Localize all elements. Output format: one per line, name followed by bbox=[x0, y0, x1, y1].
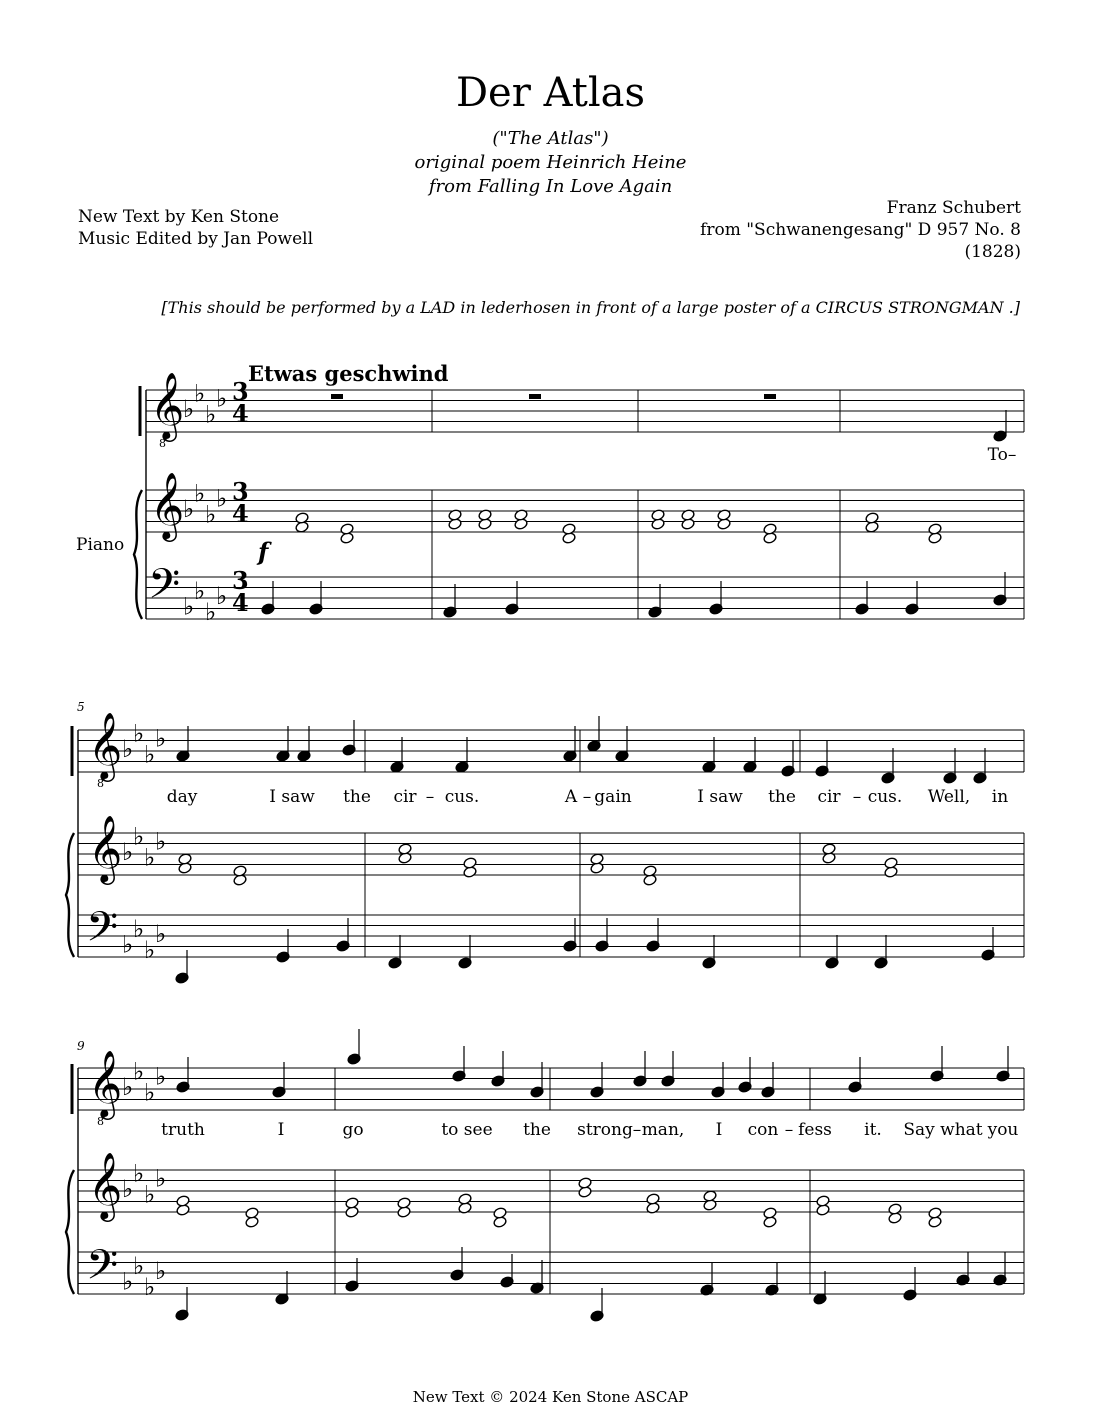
flat-icon: ♭ bbox=[216, 384, 228, 413]
flat-icon: ♭ bbox=[155, 920, 167, 948]
lyric-syllable: cus. bbox=[867, 787, 903, 807]
piano-brace bbox=[66, 1170, 74, 1294]
lyric-syllable: go bbox=[342, 1120, 364, 1140]
treble-clef-icon: 𝄞 bbox=[88, 814, 123, 882]
time-signature-bottom: 4 bbox=[232, 588, 249, 617]
treble-clef-icon: 𝄞 bbox=[88, 711, 123, 779]
flat-icon: ♭ bbox=[183, 495, 195, 523]
clef-octave-mark: 8 bbox=[159, 437, 166, 450]
notehead bbox=[397, 1197, 411, 1210]
notehead bbox=[178, 853, 192, 866]
lyric-syllable: truth bbox=[161, 1120, 205, 1140]
subtitle-poem-credit: original poem Heinrich Heine bbox=[414, 152, 687, 173]
notehead bbox=[763, 523, 777, 536]
notehead bbox=[646, 1193, 660, 1206]
notehead bbox=[458, 1193, 472, 1206]
notehead bbox=[763, 1207, 777, 1220]
flat-icon: ♭ bbox=[194, 576, 206, 605]
lyric-syllable: you bbox=[987, 1120, 1019, 1140]
editor-credit: Music Edited by Jan Powell bbox=[78, 229, 314, 249]
lyric-syllable: cir bbox=[393, 787, 417, 807]
measure-number: 9 bbox=[77, 1039, 85, 1053]
flat-icon: ♭ bbox=[183, 395, 195, 423]
performance-note: [This should be performed by a LAD in lederhosen in front of a large poster of a CIRCUS STRONGMAN .] bbox=[161, 298, 1020, 317]
subtitle-source: from Falling In Love Again bbox=[428, 176, 673, 197]
flat-icon: ♭ bbox=[122, 838, 134, 866]
time-signature-top: 3 bbox=[232, 377, 249, 406]
flat-icon: ♭ bbox=[122, 1175, 134, 1203]
lyric-syllable: strong bbox=[577, 1120, 633, 1140]
treble-clef-icon: 𝄞 bbox=[88, 1049, 123, 1117]
time-signature-bottom: 4 bbox=[232, 399, 249, 428]
flat-icon: ♭ bbox=[183, 592, 195, 621]
flat-icon: ♭ bbox=[122, 930, 134, 959]
whole-rest bbox=[331, 394, 343, 399]
lyric-syllable: it. bbox=[864, 1120, 882, 1140]
flat-icon: ♭ bbox=[144, 1180, 156, 1209]
flat-icon: ♭ bbox=[155, 827, 167, 856]
flat-icon: ♭ bbox=[133, 822, 145, 851]
flat-icon: ♭ bbox=[133, 1251, 145, 1280]
flat-icon: ♭ bbox=[122, 735, 134, 763]
time-signature-bottom: 4 bbox=[232, 499, 249, 528]
flat-icon: ♭ bbox=[194, 379, 206, 408]
notehead bbox=[816, 1195, 830, 1208]
barlines bbox=[78, 390, 1024, 1294]
lyric-syllable: Say what bbox=[903, 1120, 983, 1140]
lyric-syllable: Well, bbox=[927, 787, 971, 807]
flat-icon: ♭ bbox=[155, 1257, 167, 1285]
notehead bbox=[884, 857, 898, 870]
piano-brace bbox=[134, 490, 142, 619]
flat-icon: ♭ bbox=[144, 935, 156, 964]
flat-icon: ♭ bbox=[122, 1267, 134, 1296]
lyric-syllable: the bbox=[523, 1120, 551, 1140]
measure-number: 5 bbox=[77, 700, 85, 714]
composition-source: from "Schwanengesang" D 957 No. 8 bbox=[700, 220, 1021, 240]
flat-icon: ♭ bbox=[194, 479, 206, 508]
flat-icon: ♭ bbox=[144, 1078, 156, 1107]
text-credit: New Text by Ken Stone bbox=[78, 207, 280, 227]
instrument-label: Piano bbox=[76, 535, 125, 555]
notehead bbox=[865, 512, 879, 525]
lyric-syllable: day bbox=[166, 787, 198, 807]
flat-icon: ♭ bbox=[144, 843, 156, 872]
flat-icon: ♭ bbox=[155, 1164, 167, 1193]
notehead bbox=[340, 523, 354, 536]
time-signature-top: 3 bbox=[232, 566, 249, 595]
composition-year: (1828) bbox=[964, 242, 1021, 262]
treble-clef-icon: 𝄞 bbox=[88, 1151, 123, 1219]
dynamic-forte: f bbox=[258, 537, 269, 566]
subtitle-translation: ("The Atlas") bbox=[492, 128, 609, 149]
notehead bbox=[345, 1197, 359, 1210]
notehead bbox=[398, 843, 412, 856]
notehead bbox=[822, 843, 836, 856]
clef-octave-mark: 8 bbox=[97, 1115, 104, 1128]
notehead bbox=[928, 523, 942, 536]
lyric-syllable: gain bbox=[594, 787, 632, 807]
tempo-marking: Etwas geschwind bbox=[248, 361, 449, 386]
lyric-syllable: the bbox=[768, 787, 796, 807]
notehead bbox=[295, 512, 309, 525]
flat-icon: ♭ bbox=[133, 914, 145, 943]
lyric-syllable: A bbox=[564, 787, 578, 807]
flat-icon: ♭ bbox=[216, 582, 228, 610]
lyric-syllable: I bbox=[277, 1120, 285, 1140]
notes bbox=[175, 394, 1010, 1322]
bass-clef-icon: 𝄢 bbox=[86, 1241, 119, 1299]
lyric-syllable: man, bbox=[641, 1120, 685, 1140]
lyric-syllable: cus. bbox=[444, 787, 480, 807]
flat-icon: ♭ bbox=[133, 719, 145, 748]
lyric-syllable: I bbox=[715, 1120, 723, 1140]
notehead bbox=[176, 1195, 190, 1208]
flat-icon: ♭ bbox=[205, 597, 217, 626]
notehead bbox=[703, 1190, 717, 1203]
whole-rest bbox=[529, 394, 541, 399]
flat-icon: ♭ bbox=[144, 740, 156, 769]
lyric-syllable: I saw bbox=[697, 787, 743, 807]
lyric-syllable: cir bbox=[817, 787, 841, 807]
flat-icon: ♭ bbox=[205, 500, 217, 529]
treble-clef-icon: 𝄞 bbox=[150, 471, 185, 539]
treble-clef-icon: 𝄞 bbox=[150, 371, 185, 439]
flat-icon: ♭ bbox=[216, 484, 228, 513]
notehead bbox=[888, 1203, 902, 1216]
flat-icon: ♭ bbox=[155, 1062, 167, 1091]
notehead bbox=[590, 853, 604, 866]
clef-octave-mark: 8 bbox=[97, 777, 104, 790]
lyric-hyphen: – bbox=[632, 1120, 642, 1140]
flat-icon: ♭ bbox=[133, 1057, 145, 1086]
lyric-hyphen: – bbox=[582, 787, 592, 807]
notehead bbox=[245, 1207, 259, 1220]
copyright-footer: New Text © 2024 Ken Stone ASCAP bbox=[412, 1388, 689, 1406]
piano-brace bbox=[66, 833, 74, 957]
whole-rest bbox=[764, 394, 776, 399]
lyric-hyphen: – bbox=[425, 787, 435, 807]
lyric-syllable: the bbox=[343, 787, 371, 807]
notehead bbox=[578, 1177, 592, 1190]
composer: Franz Schubert bbox=[886, 198, 1021, 218]
bass-clef-icon: 𝄢 bbox=[148, 560, 181, 618]
lyric-syllable: con bbox=[747, 1120, 779, 1140]
flat-icon: ♭ bbox=[133, 1159, 145, 1188]
flat-icon: ♭ bbox=[122, 1073, 134, 1101]
lyric-syllable: to see bbox=[441, 1120, 493, 1140]
lyric-syllable: To– bbox=[987, 445, 1017, 465]
notehead bbox=[493, 1207, 507, 1220]
page-title: Der Atlas bbox=[455, 70, 645, 116]
flat-icon: ♭ bbox=[155, 724, 167, 753]
bass-clef-icon: 𝄢 bbox=[86, 903, 119, 961]
flat-icon: ♭ bbox=[205, 400, 217, 429]
time-signature-top: 3 bbox=[232, 477, 249, 506]
flat-icon: ♭ bbox=[144, 1272, 156, 1301]
lyric-syllable: I saw bbox=[269, 787, 315, 807]
lyric-syllable: fess bbox=[798, 1120, 832, 1140]
staff-lines bbox=[78, 379, 1024, 1301]
notehead bbox=[463, 857, 477, 870]
notehead bbox=[562, 523, 576, 536]
lyric-syllable: in bbox=[991, 787, 1009, 807]
lyric-hyphen: – bbox=[784, 1120, 794, 1140]
notehead bbox=[928, 1207, 942, 1220]
lyric-hyphen: – bbox=[852, 787, 862, 807]
